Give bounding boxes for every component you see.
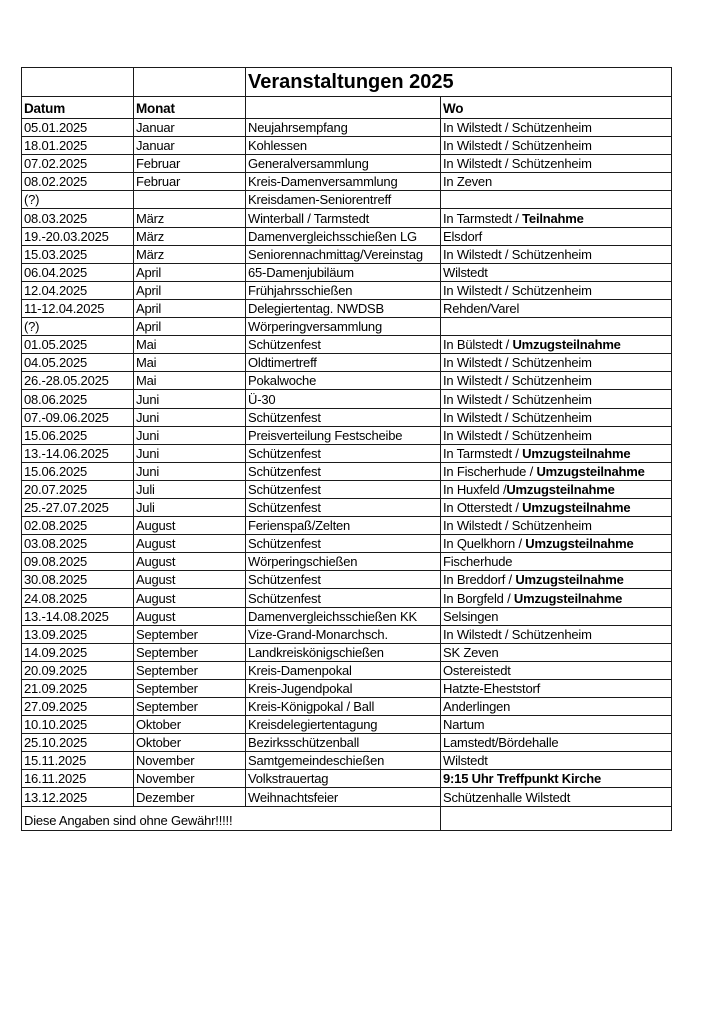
cell-event: Weihnachtsfeier — [246, 788, 441, 806]
cell-wo-text: In Wilstedt / Schützenheim — [443, 409, 592, 425]
cell-datum: 16.11.2025 — [22, 770, 134, 788]
cell-monat: August — [134, 517, 246, 535]
cell-datum: 18.01.2025 — [22, 137, 134, 155]
cell-wo — [441, 191, 672, 209]
cell-datum: 03.08.2025 — [22, 535, 134, 553]
cell-monat: August — [134, 607, 246, 625]
cell-wo-text: In Wilstedt / Schützenheim — [443, 246, 592, 262]
cell-wo — [441, 137, 672, 155]
cell-wo-bold-text: Umzugsteilnahme — [536, 463, 645, 479]
cell-event: Schützenfest — [246, 498, 441, 516]
cell-wo-text: Lamstedt/Bördehalle — [443, 735, 559, 751]
cell-event: Schützenfest — [246, 535, 441, 553]
cell-wo — [441, 498, 672, 516]
table-row — [22, 372, 672, 390]
cell-datum: 08.06.2025 — [22, 390, 134, 408]
cell-datum: 01.05.2025 — [22, 336, 134, 354]
cell-wo-text: In Bülstedt / — [443, 337, 513, 353]
cell-event: Bezirksschützenball — [246, 734, 441, 752]
cell-wo-text: Wilstedt — [443, 264, 488, 280]
cell-datum: 08.02.2025 — [22, 173, 134, 191]
cell-event: Schützenfest — [246, 589, 441, 607]
title-row — [22, 68, 672, 97]
cell-wo-bold-text: Umzugsteilnahme — [522, 500, 631, 516]
cell-event: Pokalwoche — [246, 372, 441, 390]
cell-wo-text: Anderlingen — [443, 699, 511, 715]
cell-wo-text: In Wilstedt / Schützenheim — [443, 373, 592, 389]
table-row — [22, 119, 672, 137]
cell-monat: September — [134, 698, 246, 716]
table-row — [22, 462, 672, 480]
cell-monat: Juni — [134, 390, 246, 408]
page-title: Veranstaltungen 2025 — [246, 68, 672, 97]
cell-wo — [441, 209, 672, 227]
cell-wo — [441, 426, 672, 444]
table-row — [22, 589, 672, 607]
cell-event: Seniorennachmittag/Vereinstag — [246, 245, 441, 263]
cell-datum: 04.05.2025 — [22, 354, 134, 372]
cell-wo-text: Ostereistedt — [443, 662, 511, 678]
cell-datum: 12.04.2025 — [22, 281, 134, 299]
cell-monat: Januar — [134, 137, 246, 155]
cell-wo — [441, 408, 672, 426]
cell-monat: Februar — [134, 155, 246, 173]
cell-datum: 13.-14.06.2025 — [22, 444, 134, 462]
cell-wo-bold-text: Umzugsteilnahme — [525, 536, 634, 552]
cell-wo-text: Hatzte-Eheststorf — [443, 681, 541, 696]
cell-wo-text: In Huxfeld / — [443, 481, 507, 497]
cell-wo — [441, 752, 672, 770]
cell-event: Landkreiskönigschießen — [246, 643, 441, 661]
cell-event: Schützenfest — [246, 571, 441, 589]
cell-wo-text: In Wilstedt / Schützenheim — [443, 138, 592, 154]
cell-event: Schützenfest — [246, 336, 441, 354]
cell-event: Damenvergleichsschießen KK — [246, 607, 441, 625]
cell-wo-text: Wilstedt — [443, 753, 488, 769]
cell-datum: 14.09.2025 — [22, 643, 134, 661]
cell-event: Schützenfest — [246, 408, 441, 426]
table-row — [22, 209, 672, 227]
cell-datum: 24.08.2025 — [22, 589, 134, 607]
cell-event: Kreisdelegiertentagung — [246, 716, 441, 734]
cell-event: Generalversammlung — [246, 155, 441, 173]
cell-monat: August — [134, 571, 246, 589]
cell-wo-text: In Fischerhude / — [443, 463, 537, 479]
cell-wo-text: Elsdorf — [443, 228, 483, 244]
cell-event: Damenvergleichsschießen LG — [246, 227, 441, 245]
cell-datum: 20.07.2025 — [22, 480, 134, 498]
cell-datum: (?) — [22, 191, 134, 209]
cell-wo-text: In Wilstedt / Schützenheim — [443, 518, 592, 534]
cell-datum: 07.-09.06.2025 — [22, 408, 134, 426]
cell-monat: April — [134, 281, 246, 299]
cell-wo — [441, 643, 672, 661]
cell-wo — [441, 679, 672, 697]
table-row — [22, 770, 672, 788]
cell-wo — [441, 462, 672, 480]
cell-event: Schützenfest — [246, 480, 441, 498]
cell-monat: September — [134, 625, 246, 643]
cell-wo-text: Schützenhalle Wilstedt — [443, 789, 571, 805]
footer-empty-cell — [441, 806, 672, 831]
cell-wo-text: In Otterstedt / — [443, 500, 523, 516]
cell-wo-text: Selsingen — [443, 608, 499, 624]
table-row — [22, 571, 672, 589]
cell-wo-text: Nartum — [443, 717, 485, 733]
events-sheet — [21, 67, 671, 831]
table-row — [22, 553, 672, 571]
table-row — [22, 281, 672, 299]
cell-wo — [441, 698, 672, 716]
cell-wo-text: In Wilstedt / Schützenheim — [443, 120, 592, 136]
cell-datum: 07.02.2025 — [22, 155, 134, 173]
cell-monat: Juni — [134, 408, 246, 426]
cell-event: Kreisdamen-Seniorentreff — [246, 191, 441, 209]
table-row — [22, 155, 672, 173]
cell-wo — [441, 770, 672, 788]
cell-datum: 30.08.2025 — [22, 571, 134, 589]
cell-wo-text: In Quelkhorn / — [443, 536, 526, 552]
cell-event: Vize-Grand-Monarchsch. — [246, 625, 441, 643]
column-header-monat: Monat — [134, 96, 246, 119]
cell-datum: 06.04.2025 — [22, 263, 134, 281]
cell-monat: Juli — [134, 498, 246, 516]
column-header-wo: Wo — [441, 96, 672, 119]
cell-wo — [441, 607, 672, 625]
cell-wo — [441, 625, 672, 643]
table-row — [22, 408, 672, 426]
cell-wo — [441, 336, 672, 354]
table-row — [22, 227, 672, 245]
cell-wo — [441, 734, 672, 752]
table-row — [22, 426, 672, 444]
table-row — [22, 191, 672, 209]
cell-monat: Dezember — [134, 788, 246, 806]
cell-wo-bold-text: Umzugsteilnahme — [513, 590, 623, 606]
cell-monat: März — [134, 209, 246, 227]
table-row — [22, 752, 672, 770]
cell-datum: (?) — [22, 318, 134, 336]
cell-datum: 20.09.2025 — [22, 661, 134, 679]
table-row — [22, 318, 672, 336]
cell-wo — [441, 155, 672, 173]
cell-event: Ferienspaß/Zelten — [246, 517, 441, 535]
cell-wo — [441, 372, 672, 390]
cell-wo-text: In Wilstedt / Schützenheim — [443, 355, 592, 371]
cell-wo — [441, 354, 672, 372]
cell-wo-bold-text: Umzugsteilnahme — [506, 481, 615, 497]
cell-wo-text: In Wilstedt / Schützenheim — [443, 626, 592, 642]
table-row — [22, 173, 672, 191]
table-row — [22, 643, 672, 661]
cell-datum: 26.-28.05.2025 — [22, 372, 134, 390]
table-row — [22, 245, 672, 263]
table-row — [22, 517, 672, 535]
cell-datum: 21.09.2025 — [22, 679, 134, 697]
cell-event: 65-Damenjubiläum — [246, 263, 441, 281]
cell-datum: 15.11.2025 — [22, 752, 134, 770]
cell-wo-text: SK Zeven — [443, 644, 499, 660]
table-row — [22, 607, 672, 625]
cell-wo — [441, 517, 672, 535]
cell-datum: 08.03.2025 — [22, 209, 134, 227]
cell-monat: Juli — [134, 480, 246, 498]
cell-monat: März — [134, 227, 246, 245]
cell-wo-text: In Borgfeld / — [443, 590, 514, 606]
cell-monat: November — [134, 770, 246, 788]
cell-monat: Februar — [134, 173, 246, 191]
cell-monat: Oktober — [134, 734, 246, 752]
cell-datum: 09.08.2025 — [22, 553, 134, 571]
cell-datum: 15.03.2025 — [22, 245, 134, 263]
cell-wo — [441, 390, 672, 408]
table-row — [22, 788, 672, 806]
cell-event: Schützenfest — [246, 444, 441, 462]
cell-monat: November — [134, 752, 246, 770]
table-row — [22, 625, 672, 643]
footer-row — [22, 806, 672, 831]
table-row — [22, 716, 672, 734]
table-row — [22, 299, 672, 317]
cell-wo — [441, 173, 672, 191]
cell-wo-bold-text: Umzugsteilnahme — [512, 337, 621, 353]
cell-wo-text: In Breddorf / — [443, 572, 516, 588]
cell-event: Wörperingschießen — [246, 553, 441, 571]
table-row — [22, 137, 672, 155]
cell-event: Kreis-Königpokal / Ball — [246, 698, 441, 716]
cell-event: Oldtimertreff — [246, 354, 441, 372]
cell-wo-text: Rehden/Varel — [443, 301, 520, 317]
cell-monat: September — [134, 643, 246, 661]
cell-datum: 13.09.2025 — [22, 625, 134, 643]
table-row — [22, 734, 672, 752]
title-empty-cell-1 — [22, 68, 134, 97]
cell-wo — [441, 571, 672, 589]
disclaimer-note: Diese Angaben sind ohne Gewähr!!!!! — [22, 806, 441, 831]
cell-wo — [441, 788, 672, 806]
cell-event: Kreis-Damenversammlung — [246, 173, 441, 191]
table-row — [22, 679, 672, 697]
cell-event: Kreis-Damenpokal — [246, 661, 441, 679]
cell-monat — [134, 191, 246, 209]
cell-event: Delegiertentag. NWDSB — [246, 299, 441, 317]
cell-monat: Mai — [134, 336, 246, 354]
cell-monat: Januar — [134, 119, 246, 137]
cell-event: Neujahrsempfang — [246, 119, 441, 137]
table-row — [22, 480, 672, 498]
cell-datum: 15.06.2025 — [22, 426, 134, 444]
cell-monat: April — [134, 299, 246, 317]
cell-monat: April — [134, 318, 246, 336]
table-row — [22, 535, 672, 553]
cell-wo-bold-text: Umzugsteilnahme — [522, 445, 631, 461]
cell-datum: 05.01.2025 — [22, 119, 134, 137]
cell-wo — [441, 716, 672, 734]
cell-wo-text: In Tarmstedt / — [443, 210, 523, 226]
cell-datum: 27.09.2025 — [22, 698, 134, 716]
cell-datum: 10.10.2025 — [22, 716, 134, 734]
cell-wo — [441, 444, 672, 462]
cell-event: Ü-30 — [246, 390, 441, 408]
header-row — [22, 96, 672, 119]
table-row — [22, 698, 672, 716]
cell-datum: 02.08.2025 — [22, 517, 134, 535]
cell-datum: 11-12.04.2025 — [22, 299, 134, 317]
cell-wo-text: In Wilstedt / Schützenheim — [443, 156, 592, 172]
cell-wo — [441, 535, 672, 553]
cell-wo-bold-text: Teilnahme — [522, 210, 584, 226]
cell-monat: März — [134, 245, 246, 263]
cell-datum: 19.-20.03.2025 — [22, 227, 134, 245]
cell-monat: August — [134, 535, 246, 553]
table-row — [22, 390, 672, 408]
cell-wo — [441, 299, 672, 317]
cell-monat: September — [134, 679, 246, 697]
cell-wo — [441, 119, 672, 137]
cell-wo — [441, 227, 672, 245]
cell-event: Wörperingversammlung — [246, 318, 441, 336]
cell-wo — [441, 589, 672, 607]
cell-monat: Juni — [134, 462, 246, 480]
cell-wo-text: In Tarmstedt / — [443, 445, 523, 461]
table-row — [22, 661, 672, 679]
cell-datum: 15.06.2025 — [22, 462, 134, 480]
cell-event: Winterball / Tarmstedt — [246, 209, 441, 227]
cell-datum: 13.-14.08.2025 — [22, 607, 134, 625]
cell-event: Volkstrauertag — [246, 770, 441, 788]
cell-wo — [441, 480, 672, 498]
cell-monat: Juni — [134, 426, 246, 444]
cell-monat: Juni — [134, 444, 246, 462]
table-row — [22, 336, 672, 354]
cell-wo-bold-text: 9:15 Uhr Treffpunkt Kirche — [443, 771, 602, 787]
cell-wo-text: Fischerhude — [443, 554, 513, 570]
cell-monat: September — [134, 661, 246, 679]
cell-monat: Oktober — [134, 716, 246, 734]
cell-event: Samtgemeindeschießen — [246, 752, 441, 770]
cell-wo — [441, 318, 672, 336]
table-row — [22, 263, 672, 281]
cell-wo-bold-text: Umzugsteilnahme — [515, 572, 624, 588]
cell-wo — [441, 245, 672, 263]
cell-monat: Mai — [134, 372, 246, 390]
cell-wo-text: In Wilstedt / Schützenheim — [443, 391, 592, 407]
cell-wo-text: In Zeven — [443, 174, 492, 190]
column-header-datum: Datum — [22, 96, 134, 119]
cell-monat: August — [134, 589, 246, 607]
cell-wo-text: In Wilstedt / Schützenheim — [443, 282, 592, 298]
cell-monat: April — [134, 263, 246, 281]
events-table — [21, 67, 672, 831]
title-empty-cell-2 — [134, 68, 246, 97]
table-row — [22, 498, 672, 516]
cell-monat: August — [134, 553, 246, 571]
cell-event: Preisverteilung Festscheibe — [246, 426, 441, 444]
table-row — [22, 354, 672, 372]
cell-wo — [441, 661, 672, 679]
cell-datum: 25.10.2025 — [22, 734, 134, 752]
cell-monat: Mai — [134, 354, 246, 372]
cell-event: Schützenfest — [246, 462, 441, 480]
cell-event: Kohlessen — [246, 137, 441, 155]
cell-wo — [441, 263, 672, 281]
cell-wo — [441, 281, 672, 299]
cell-datum: 13.12.2025 — [22, 788, 134, 806]
cell-wo — [441, 553, 672, 571]
cell-event: Frühjahrsschießen — [246, 281, 441, 299]
column-header-event — [246, 96, 441, 119]
cell-event: Kreis-Jugendpokal — [246, 679, 441, 697]
cell-datum: 25.-27.07.2025 — [22, 498, 134, 516]
cell-wo-text: In Wilstedt / Schützenheim — [443, 427, 592, 443]
table-row — [22, 444, 672, 462]
